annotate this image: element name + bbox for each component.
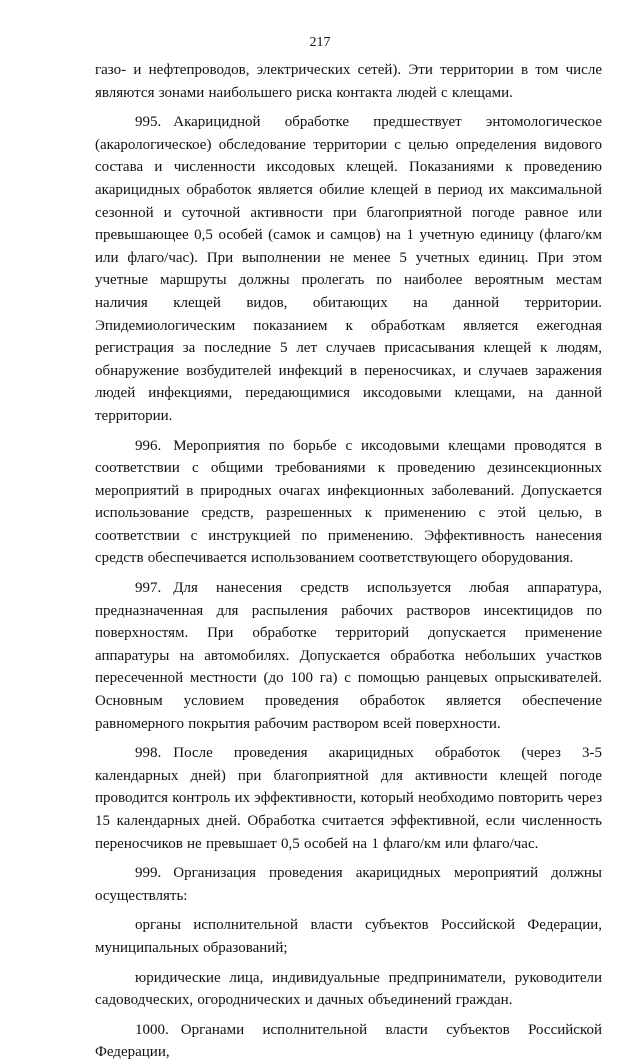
clause-999 (95, 862, 602, 907)
clause-number: 1000. (135, 1021, 169, 1038)
paragraph-continuation (95, 59, 602, 104)
clause-text: Организация проведения акарицидных мероприятий должны осуществлять: (95, 865, 602, 904)
list-item-text: органы исполнительной власти субъектов Российской Федерации, муниципальных образований; (95, 917, 602, 956)
page-number: 217 (309, 35, 331, 50)
clause-number: 995. (135, 114, 162, 131)
clause-995 (95, 111, 602, 427)
clause-text: После проведения акарицидных обработок (через 3-5 календарных дней) при благоприятной для активности клещей погоде проводится контроль их эффективности, который необходимо повторить через 15 календарных дней. Обработка считается эффективной, если численность переносчиков не превышает 0,5 особей на 1 флаго/км или флаго/час. (95, 745, 602, 852)
clause-text: Акарицидной обработке предшествует энтомологическое (акарологическое) обследование территории с целью определения видового состава и численности иксодовых клещей. Показаниями к проведению акарицидных обработок является обилие клещей в период их максимальной сезонной и суточной активности при благоприятной погоде равное или превышающее 0,5 особей (самок и самцов) на 1 учетную единицу (флаго/км или флаго/час). При выполнении не менее 5 учетных единиц. При этом учетные маршруты должны пролегать по наиболее вероятным местам наличия клещей видов, обитающих на данной территории. Эпидемиологическим показанием к обработкам является ежегодная регистрация за последние 5 лет случаев присасывания клещей к людям, обнаружение возбудителей инфекций в переносчиках, и случаев заражения людей инфекциями, передающимися иксодовыми клещами, на данной территории. (95, 114, 602, 424)
clause-996 (95, 435, 602, 571)
clause-number: 999. (135, 865, 162, 882)
list-item-text: юридические лица, индивидуальные предприниматели, руководители садоводческих, огороднических и дачных объединений граждан. (95, 969, 602, 1009)
clause-text: Для нанесения средств используется любая аппаратура, предназначенная для распыления рабочих растворов инсектицидов по поверхностям. При обработке территорий допускается применение аппаратуры на автомобилях. Допускается обработка небольших участков пересеченной местности (до 100 га) с помощью ранцевых опрыскивателей. Основным условием проведения обработок является обеспечение равномерного покрытия рабочим раствором всей поверхности. (95, 580, 602, 732)
clause-997 (95, 577, 602, 735)
clause-number: 996. (135, 437, 162, 454)
clause-1000 (95, 1019, 602, 1064)
document-body (95, 59, 602, 1064)
clause-text: Органами исполнительной власти субъектов Российской Федерации, (95, 1021, 602, 1061)
clause-number: 998. (135, 745, 162, 762)
paragraph-text: газо- и нефтепроводов, электрических сетей). Эти территории в том числе являются зонами наибольшего риска контакта людей с клещами. (95, 62, 602, 101)
clause-998 (95, 742, 602, 855)
list-item-legal-entities (95, 967, 602, 1012)
clause-text: Мероприятия по борьбе с иксодовыми клещами проводятся в соответствии с общими требованиями к проведению дезинсекционных мероприятий в природных очагах инфекционных заболеваний. Допускается использование средств, разрешенных к применению с этой целью, в соответствии с инструкцией по применению. Эффективность нанесения средств обеспечивается использованием соответствующего оборудования. (95, 437, 602, 567)
clause-number: 997. (135, 580, 162, 597)
list-item-authorities (95, 914, 602, 959)
